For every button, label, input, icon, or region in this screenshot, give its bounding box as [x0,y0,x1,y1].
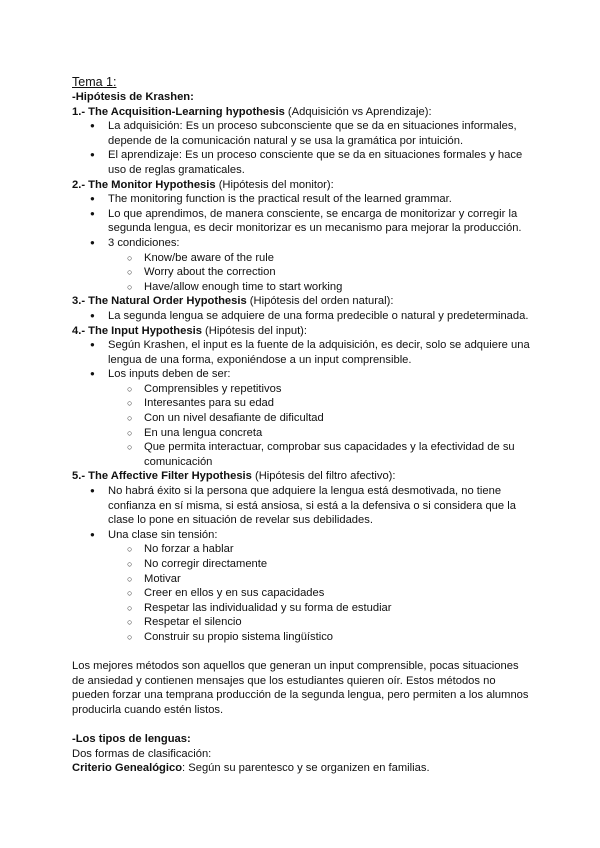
list-item [72,119,532,148]
sub-list-item: ○ Creer en ellos y en sus capacidades [72,586,532,601]
sub-list-item: ○ No corregir directamente [72,557,532,572]
hypothesis-translation: (Hipótesis del input): [201,324,308,337]
hypothesis-number: 2.- [72,178,89,191]
hypothesis-section [72,294,532,323]
hypothesis-number: 4.- [72,324,89,337]
hypothesis-name: The Natural Order Hypothesis [88,295,247,308]
hypothesis-number: 1.- [72,105,89,118]
hypothesis-section [72,469,532,644]
sub-list-item: ○ Know/be aware of the rule [72,251,532,266]
sub-list-item: ○ Worry about the correction [72,265,532,280]
hypothesis-section [72,178,532,295]
list-item [72,484,532,528]
list-item-text: Lo que aprendimos, de manera consciente, se encarga de monitorizar y corregir la segunda lengua, es decir monitorizar es un mecanismo para mejorar la producción. [108,207,522,235]
sub-list-item: ○ Comprensibles y repetitivos [72,382,532,397]
list-item [72,236,532,294]
list-item-text: Los inputs deben de ser: [108,368,231,381]
sub-list-item: ○ Que permita interactuar, comprobar sus capacidades y la efectividad de su comunicación [72,440,532,469]
sub-list-item: ○ No forzar a hablar [72,542,532,557]
list-item-text: No habrá éxito si la persona que adquiere la lengua está desmotivada, no tiene confianza en sí misma, si está ansiosa, si está a la defensiva o si considera que la clase lo pone en situación de revelar sus debilidades. [108,485,516,527]
sub-list-item: ○ En una lengua concreta [72,426,532,441]
sub-list-item: ○ Respetar las individualidad y su forma de estudiar [72,601,532,616]
list-item [72,148,532,177]
list-item-text: La adquisición: Es un proceso subconsciente que se da en situaciones informales, depende de la comunicación natural y se usa la gramática por intuición. [108,120,517,147]
hypothesis-translation: (Hipótesis del filtro afectivo): [251,470,396,483]
hypothesis-heading [72,178,532,193]
list-item [72,338,532,367]
list-item-text: La segunda lengua se adquiere de una forma predecible o natural y predeterminada. [108,309,529,322]
sub-list-item: ○ Have/allow enough time to start working [72,280,532,295]
page-title: Tema 1: [72,75,117,89]
subtitle: -Hipótesis de Krashen: [72,91,194,103]
hypothesis-heading [72,324,532,339]
list-item-text: El aprendizaje: Es un proceso consciente que se da en situaciones formales y hace uso de reglas gramaticales. [108,149,523,176]
hypothesis-heading [72,294,532,309]
summary-paragraph: Los mejores métodos son aquellos que generan un input comprensible, pocas situaciones de ansiedad y contienen mensajes que los estudiantes quieren oír. Estos métodos no pueden forzar una temprana producción de la segunda lengua, pero permiten a los alumnos producirla cuando estén listos. [72,660,529,716]
list-item [72,528,532,645]
hypothesis-name: The Input Hypothesis [88,324,202,337]
hypothesis-name: The Acquisition-Learning hypothesis [88,105,285,118]
list-item-text: Una clase sin tensión: [108,528,218,541]
sub-list-item: ○ Con un nivel desafiante de dificultad [72,411,532,426]
list-item [72,367,532,469]
list-item-text: The monitoring function is the practical result of the learned grammar. [108,193,452,206]
hypothesis-translation: (Hipótesis del monitor): [215,178,334,191]
hypothesis-translation: (Adquisición vs Aprendizaje): [284,105,432,118]
hypothesis-name: The Affective Filter Hypothesis [88,470,252,483]
hypothesis-heading [72,469,532,484]
sub-list-item: ○ Interesantes para su edad [72,396,532,411]
list-item [72,207,532,236]
hypothesis-name: The Monitor Hypothesis [88,178,216,191]
list-item [72,309,532,324]
hypothesis-translation: (Hipótesis del orden natural): [246,295,394,308]
hypothesis-number: 5.- [72,470,89,483]
sub-list-item: ○ Construir su propio sistema lingüístico [72,630,532,645]
hypothesis-number: 3.- [72,295,89,308]
criterion-line [72,761,532,776]
list-item-text: Según Krashen, el input es la fuente de la adquisición, es decir, solo se adquiere una lengua de una forma, exponiéndose a un input comprensible. [108,339,530,366]
hypothesis-section [72,105,532,178]
document-page [72,74,532,776]
sub-list-item: ○ Respetar el silencio [72,615,532,630]
criterion-text: : Según su parentesco y se organizen en familias. [182,762,430,775]
hypotheses-list [72,105,532,645]
list-item [72,192,532,207]
sub-list-item: ○ Motivar [72,572,532,587]
criterion-label: Criterio Genealógico [72,762,183,775]
types-heading: -Los tipos de lenguas: [72,733,191,746]
types-subheading: Dos formas de clasificación: [72,747,212,760]
hypothesis-heading [72,105,532,120]
hypothesis-section [72,324,532,470]
list-item-text: 3 condiciones: [108,236,180,249]
